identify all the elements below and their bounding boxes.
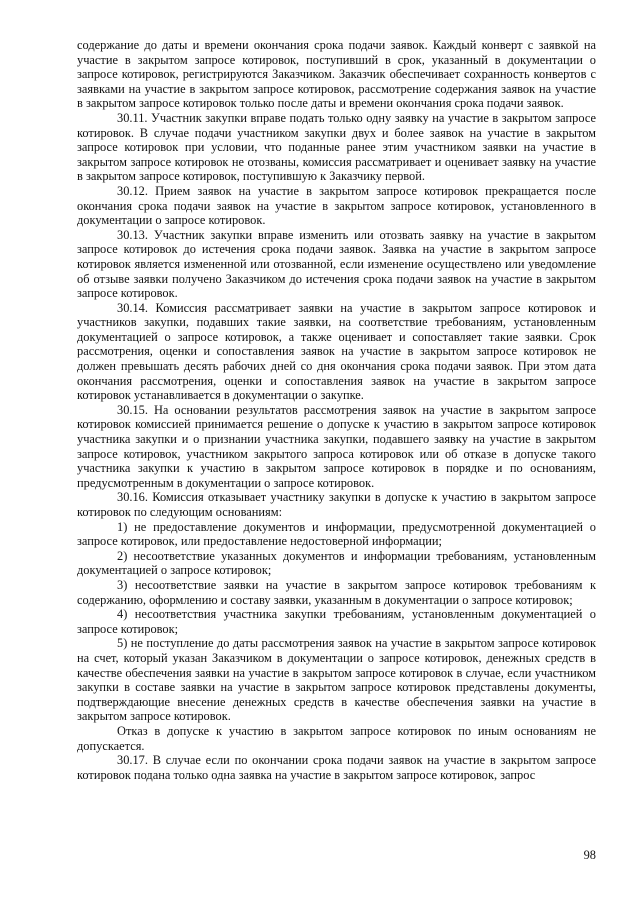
list-item-2: 2) несоответствие указанных документов и информации требованиям, установленным документацией о запросе котировок;	[77, 548, 596, 578]
paragraph-30-12: 30.12. Прием заявок на участие в закрытом запросе котировок прекращается после окончания срока подачи заявок на участие в закрытом запросе котировок, установленного в документации о запросе котировок.	[77, 183, 596, 228]
list-item-4: 4) несоответствия участника закупки требованиям, установленным документацией о запросе котировок;	[77, 607, 596, 636]
list-item-1: 1) не предоставление документов и информации, предусмотренной документацией о запросе котировок, или предоставление недостоверной информации;	[77, 519, 596, 549]
paragraph-30-16: 30.16. Комиссия отказывает участнику закупки в допуске к участию в закрытом запросе котировок по следующим основаниям:	[77, 490, 596, 519]
list-item-3: 3) несоответствие заявки на участие в закрытом запросе котировок требованиям к содержанию, оформлению и составу заявки, указанным в документации о запросе котировок;	[77, 577, 596, 607]
document-body	[77, 38, 596, 782]
paragraph-refusal-note: Отказ в допуске к участию в закрытом запросе котировок по иным основаниям не допускается.	[77, 723, 596, 753]
paragraph-30-15: 30.15. На основании результатов рассмотрения заявок на участие в закрытом запросе котировок комиссией принимается решение о допуске к участию в закрытом запросе котировок участника закупки и о признании участника закупки, подавшего заявку на участие в закрытом запросе котировок, участником закрытого запроса котировок или об отказе в допуске такого участника закупки к участию в закрытом запросе котировок в порядке и по основаниям, предусмотренным в документации о запросе котировок.	[77, 402, 596, 490]
paragraph-30-11: 30.11. Участник закупки вправе подать только одну заявку на участие в закрытом запросе котировок. В случае подачи участником закупки двух и более заявок на участие в закрытом запросе котировок при условии, что поданные ранее этим участником заявки на участие в закрытом запросе котировок не отозваны, комиссия рассматривает и оценивает заявку на участие в закрытом запросе котировок, поступившую к Заказчику первой.	[77, 110, 596, 184]
page-number: 98	[583, 848, 596, 862]
list-item-5: 5) не поступление до даты рассмотрения заявок на участие в закрытом запросе котировок на счет, который указан Заказчиком в документации о запросе котировок, денежных средств в качестве обеспечения заявки на участие в закрытом запросе котировок в случае, если участником закупки в составе заявки на участие в закрытом запросе котировок представлены документы, подтверждающие внесение денежных средств в качестве обеспечения заявки на участие в закрытом запросе котировок.	[77, 636, 596, 724]
paragraph-continuation: содержание до даты и времени окончания срока подачи заявок. Каждый конверт с заявкой на участие в закрытом запросе котировок, поступивший в срок, указанный в документации о запросе котировок, регистрируются Заказчиком. Заказчик обеспечивает сохранность конвертов с заявками на участие в закрытом запросе котировок, рассмотрение содержания заявок на участие в закрытом запросе котировок только после даты и времени окончания срока подачи заявок.	[77, 38, 596, 111]
paragraph-30-13: 30.13. Участник закупки вправе изменить или отозвать заявку на участие в закрытом запросе котировок до истечения срока подачи заявок. Заявка на участие в закрытом запросе котировок является измененной или отозванной, если изменение осуществлено или уведомление об отзыве заявки получено Заказчиком до истечения срока подачи заявок на участие в закрытом запросе котировок.	[77, 227, 596, 301]
paragraph-30-14: 30.14. Комиссия рассматривает заявки на участие в закрытом запросе котировок и участников закупки, подавших такие заявки, на соответствие требованиям, установленным документацией о запросе котировок, а также оценивает и сопоставляет такие заявки. Срок рассмотрения, оценки и сопоставления заявок на участие в закрытом запросе котировок не должен превышать десять рабочих дней со дня окончания срока подачи заявок. При этом дата окончания рассмотрения, оценки и сопоставления заявок на участие в закрытом запросе котировок устанавливается в документации о закупке.	[77, 300, 596, 403]
paragraph-30-17: 30.17. В случае если по окончании срока подачи заявок на участие в закрытом запросе котировок подана только одна заявка на участие в закрытом запросе котировок, запрос	[77, 753, 596, 782]
